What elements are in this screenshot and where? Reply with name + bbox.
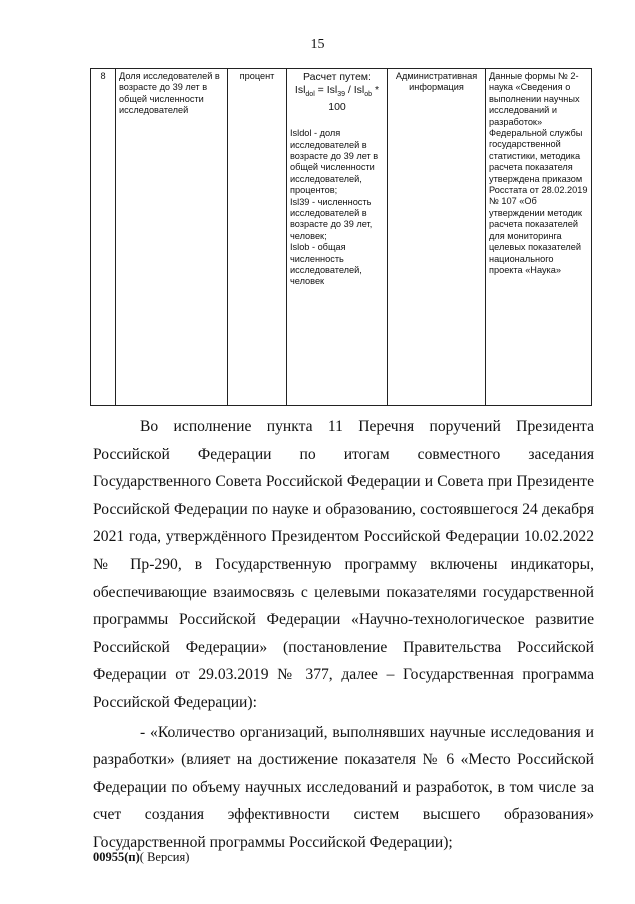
formula-sub: 39 [337,91,346,99]
source-type-cell: Административная информация [388,69,486,406]
footer [93,850,189,865]
footer-code: 00955(п) [93,850,140,864]
paragraph-main: Во исполнение пункта 11 Перечня поручений Президента Российской Федерации по итогам совместного заседания Государственного Совета Российской Федерации и Совета при Президенте Российской Федерации по науке и образованию, состоявшегося 24 декабря 2021 года, утверждённого Президентом Российской Федерации 10.02.2022 № Пр-290, в Государственную программу включены индикаторы, обеспечивающие взаимосвязь с целевыми показателями государственной программы Российской Федерации «Научно-технологическое развитие Российской Федерации» (постановление Правительства Российской Федерации от 29.03.2019 № 377, далее – Государственная программа Российской Федерации): [93,418,594,711]
table-row [91,69,592,406]
formula [290,71,384,114]
formula-part: / Isl [345,84,365,96]
formula-expression [290,84,384,114]
formula-sub: ob [364,91,373,99]
formula-sub: dol [305,91,315,99]
row-number: 8 [91,69,116,406]
method-cell [287,69,388,406]
formula-part: Isl [294,84,306,96]
body-text [93,413,594,857]
method-heading: Расчет путем: [303,71,371,83]
data-source-cell: Данные формы № 2-наука «Сведения о выполнении научных исследований и разработок» Федеральной службы государственной статистики, методика расчета показателя утверждена приказом Росстата от 28.02.2019 № 107 «Об утверждении методик расчета показателей для мониторинга целевых показателей национального проекта «Наука» [486,69,592,406]
paragraph-bullet: - «Количество организаций, выполнявших научные исследования и разработки» (влияет на достижение показателя № 6 «Место Российской Федерации по объему научных исследований и разработок, в том числе за счет создания эффективности систем высшего образования» Государственной программы Российской Федерации); [93,723,594,851]
indicator-name: Доля исследователей в возрасте до 39 лет в общей численности исследователей [116,69,228,406]
formula-part: * 100 [328,84,380,114]
page-number: 15 [310,37,325,52]
unit-cell: процент [228,69,287,406]
footer-version: ( Версия) [139,850,190,864]
formula-definitions: Isldol - доля исследователей в возрасте до 39 лет в общей численности исследователей, процентов; Isl39 - численность исследователей в возрасте до 39 лет, человек; Islob - общая численность исследователей, человек [290,128,379,287]
indicator-table [90,68,592,406]
formula-part: = Isl [314,84,338,96]
